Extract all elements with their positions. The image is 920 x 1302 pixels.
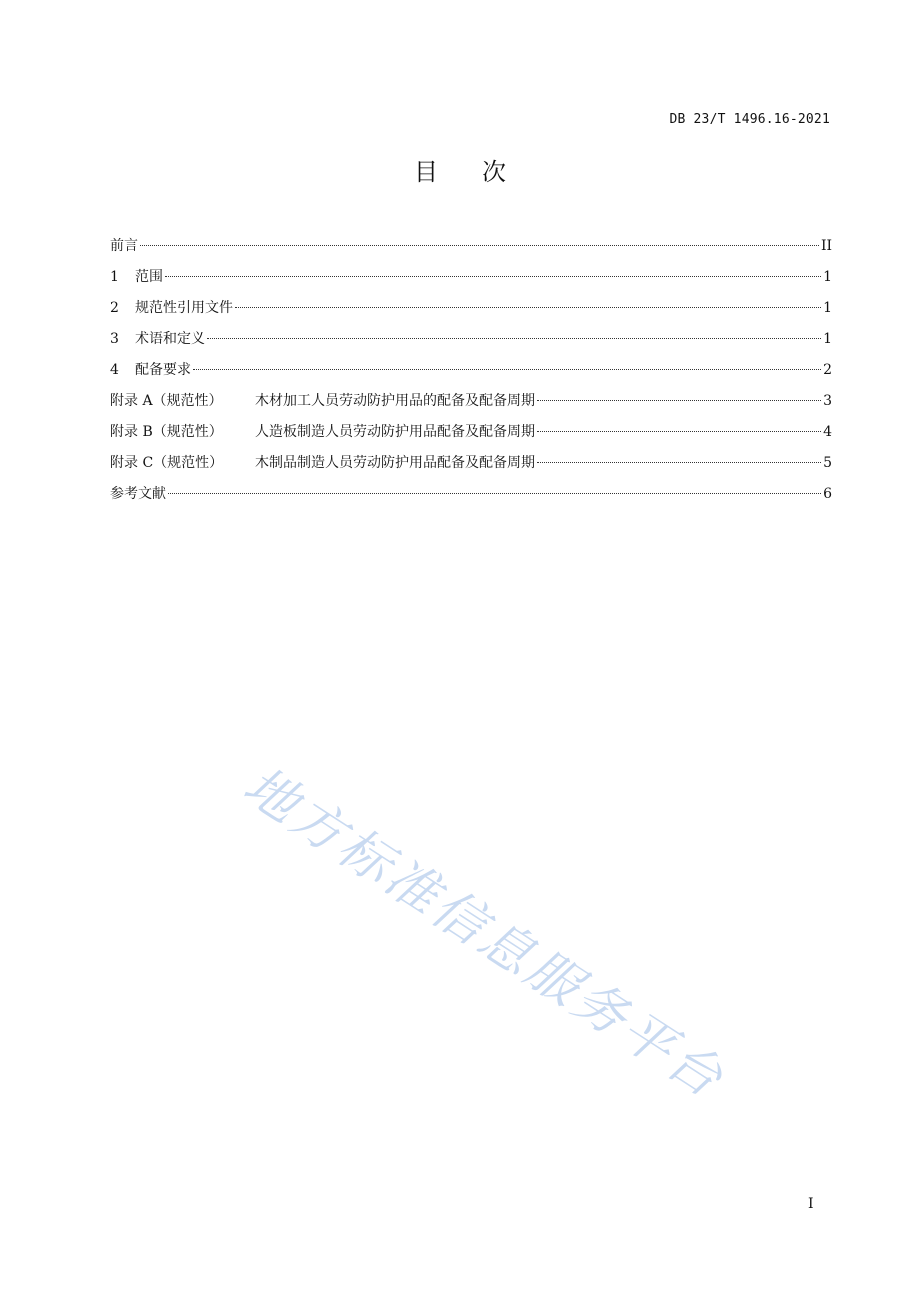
toc-entry-page: 1 (823, 331, 832, 347)
toc-leader (168, 493, 821, 494)
toc-entry-page: 5 (823, 455, 832, 471)
page-number: I (808, 1196, 814, 1212)
toc-entry-annex-label: 附录 C（规范性） (110, 455, 224, 471)
toc-entry-page: 1 (823, 300, 832, 316)
toc-leader (193, 369, 821, 370)
toc-leader (165, 276, 821, 277)
watermark (0, 700, 920, 1120)
toc-leader (537, 462, 821, 463)
toc-entry-number: 4 (110, 362, 119, 378)
toc-entry-normative-references[interactable] (110, 297, 832, 328)
toc-entry-annex-label: 附录 A（规范性） (110, 393, 223, 409)
toc-entry-annex-label: 附录 B（规范性） (110, 424, 223, 440)
toc-entry-page: 4 (823, 424, 832, 440)
toc-entry-annex-b[interactable] (110, 421, 832, 452)
toc-leader (207, 338, 821, 339)
toc-entry-page: 2 (823, 362, 832, 378)
watermark-text: 地方标准信息服务平台 (232, 755, 736, 1111)
toc-entry-title: 术语和定义 (135, 331, 205, 347)
toc-entry-title: 前言 (110, 238, 138, 254)
toc-entry-title: 规范性引用文件 (135, 300, 233, 316)
toc-entry-page: II (820, 238, 832, 254)
toc-entry-annex-a[interactable] (110, 390, 832, 421)
toc-leader (235, 307, 821, 308)
toc-leader (537, 431, 821, 432)
toc-entry-title: 木制品制造人员劳动防护用品配备及配备周期 (255, 455, 535, 471)
toc-entry-number: 3 (110, 331, 119, 347)
page-title: 目次 (414, 158, 550, 186)
toc-entry-title: 人造板制造人员劳动防护用品配备及配备周期 (255, 424, 535, 440)
toc-entry-terms-definitions[interactable] (110, 328, 832, 359)
toc-entry-title: 配备要求 (135, 362, 191, 378)
toc-entry-bibliography[interactable] (110, 483, 832, 514)
toc-entry-page: 3 (823, 393, 832, 409)
toc-entry-number: 2 (110, 300, 119, 316)
toc-entry-title: 木材加工人员劳动防护用品的配备及配备周期 (255, 393, 535, 409)
toc-entry-page: 1 (823, 269, 832, 285)
toc-entry-scope[interactable] (110, 266, 832, 297)
toc-entry-number: 1 (110, 269, 119, 285)
toc-entry-annex-c[interactable] (110, 452, 832, 483)
table-of-contents (110, 235, 832, 514)
toc-entry-title: 范围 (135, 269, 163, 285)
toc-leader (140, 245, 819, 246)
toc-entry-foreword[interactable] (110, 235, 832, 266)
toc-entry-page: 6 (823, 486, 832, 502)
toc-entry-title: 参考文献 (110, 486, 166, 502)
toc-entry-requirements[interactable] (110, 359, 832, 390)
document-code: DB 23/T 1496.16-2021 (669, 112, 830, 127)
toc-leader (537, 400, 821, 401)
